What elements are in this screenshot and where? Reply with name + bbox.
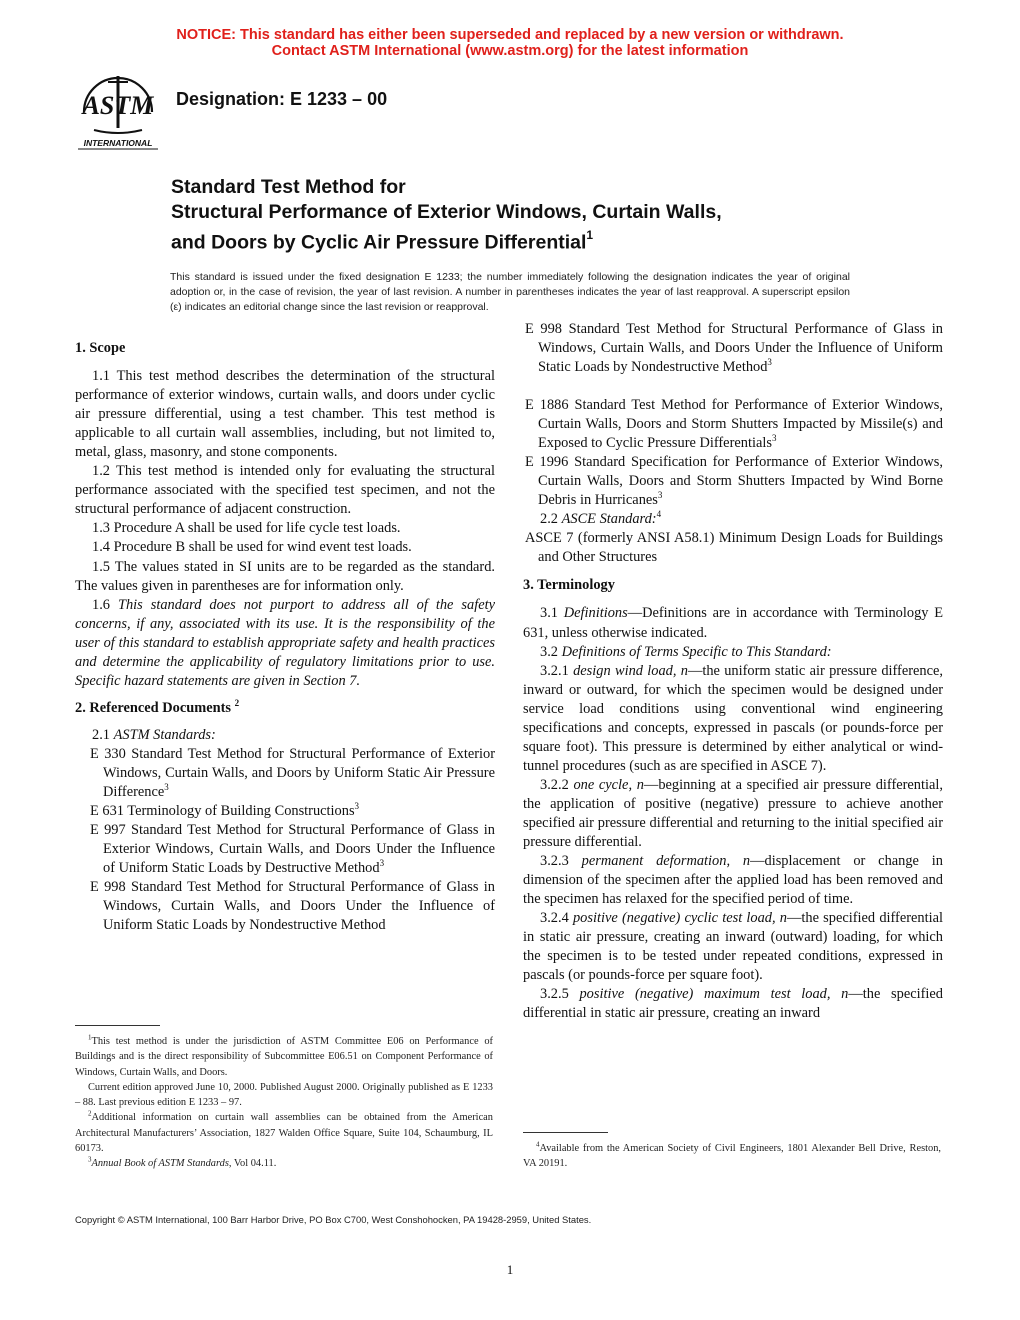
refdocs-heading-text: 2. Referenced Documents: [75, 699, 231, 716]
def-3-2-1-term: design wind load, n: [573, 662, 688, 679]
ref-e631-sup: 3: [354, 801, 360, 812]
page-number: 1: [506, 1262, 514, 1277]
def-3-2-4-number: 3.2.4: [540, 910, 573, 927]
issuance-note: This standard is issued under the fixed designation E 1233; the number immediately following the designation indicates the year of original adoption or, in the case of revision, the year of last revision. A number in parentheses indicates the year of last reapproval. A superscript epsilon (ε) indicates an editorial change since the last revision or reapproval.: [170, 271, 850, 314]
asce-standard-label: [523, 510, 943, 529]
scope-1-6-number: 1.6: [92, 596, 118, 613]
footnote-1-mark: 1: [88, 1033, 92, 1042]
def-3-2-number: 3.2: [540, 643, 562, 660]
def-3-2-5-term: positive (negative) maximum test load, n: [579, 986, 849, 1003]
def-3-2-2-number: 3.2.2: [540, 776, 574, 793]
ref-e998-sup: 3: [767, 357, 772, 368]
footnote-3-italic: Annual Book of ASTM Standards: [91, 1158, 229, 1170]
scope-1-1: 1.1 This test method describes the determination of the structural performance of exterior windows, curtain walls, and doors under cyclic air pressure differential, using a test chamber. This test method is applicable to all curtain wall assemblies, including, but not limited to, metal, glass, masonry, and stone components.: [75, 368, 495, 461]
def-3-2-5-number: 3.2.5: [540, 986, 580, 1003]
def-3-2-4-term: positive (negative) cyclic test load, n: [572, 910, 787, 927]
scope-1-2: 1.2 This test method is intended only for evaluating the structural performance associated with the specified test specimen, and not the structural performance of adjacent construction.: [75, 463, 495, 518]
def-3-2-3-text: —displacement or change in dimension of the specimen after the applied load has been removed and the specimen has relaxed for the specified period of time.: [523, 853, 943, 908]
ref-e1886-text: E 1886 Standard Test Method for Performance of Exterior Windows, Curtain Walls, Doors and Storm Shutters Impacted by Missile(s) and Exposed to Cyclic Pressure Differentials: [525, 397, 943, 452]
scope-heading: 1. Scope: [75, 340, 126, 356]
ref-e998-continued-text: [510, 320, 943, 377]
def-3-2-1-text: —the uniform static air pressure difference, inward or outward, for which the specimen would be designed under service load conditions using conventional wind engineering specifications and concepts, expressed in pascals (or pounds-force per square foot). This pressure is determined by either analytical or wind-tunnel procedures (such as are specified in ASCE 7).: [523, 662, 943, 774]
ref-e998-text: E 998 Standard Test Method for Structural Performance of Glass in Windows, Curtain Walls, and Doors Under the Influence of Uniform Static Loads by Nondestructive Method: [90, 879, 495, 934]
def-3-2-3-term: permanent deformation, n: [581, 853, 751, 870]
def-3-1-text: —Definitions are in accordance with Terminology E 631, unless otherwise indicated.: [523, 605, 943, 641]
ref-e998-continued: [523, 320, 943, 396]
ref-asce7: ASCE 7 (formerly ANSI A58.1) Minimum Design Loads for Buildings and Other Structures: [525, 530, 943, 566]
astm-standards-text: ASTM Standards:: [113, 726, 216, 743]
footnote-2-text: Additional information on curtain wall assemblies can be obtained from the American Architectural Manufacturers’ Association, 1827 Walden Office Square, Suite 104, Schaumburg, IL 60173.: [75, 1112, 493, 1155]
def-3-1-term: Definitions: [563, 605, 628, 622]
footnote-3-text: , Vol 04.11.: [228, 1158, 277, 1170]
document-title: [171, 175, 722, 256]
ref-e1886-sup: 3: [771, 433, 777, 444]
logo-mark-text: ASTM: [82, 91, 154, 120]
ref-e1886: [523, 396, 943, 453]
title-line-2: Structural Performance of Exterior Windows, Curtain Walls,: [171, 201, 722, 223]
def-3-1-number: 3.1: [540, 605, 564, 622]
footnote-4: [523, 1141, 941, 1172]
footnote-4-mark: 4: [536, 1140, 540, 1149]
scope-1-6-caveat: This standard does not purport to address all of the safety concerns, if any, associated with its use. It is the responsibility of the user of this standard to establish appropriate safety and health practices and determine the applicability of regulatory limitations prior to use. Specific hazard statements are given in Section 7.: [75, 596, 495, 689]
left-column: [75, 339, 495, 934]
footnote-2-mark: 2: [88, 1110, 92, 1119]
def-3-2-5: [523, 985, 943, 1023]
ref-e997-sup: 3: [379, 858, 385, 869]
def-3-2-2: [523, 776, 943, 852]
footnote-rule-right: [523, 1132, 608, 1133]
def-3-2-3: [523, 852, 943, 909]
def-3-2-term: Definitions of Terms Specific to This Standard:: [561, 643, 832, 660]
def-3-2-1-number: 3.2.1: [540, 662, 574, 679]
ref-e998-text-cont: E 998 Standard Test Method for Structural Performance of Glass in Windows, Curtain Walls, and Doors Under the Influence of Uniform Static Loads by Nondestructive Method: [525, 320, 943, 376]
footnotes-right: [523, 1141, 941, 1172]
footnotes-left: [75, 1034, 493, 1172]
notice-line-2: Contact ASTM International (www.astm.org) for the latest information: [271, 43, 749, 59]
withdrawal-notice: [0, 27, 1020, 59]
def-3-2-2-term: one cycle, n: [573, 776, 644, 793]
def-3-2-2-text: —beginning at a specified air pressure differential, the application of positive (negative) pressure to achieve another specified air pressure differential and returning to the initial specified air pressure differential.: [523, 776, 943, 851]
footnote-4-text: Available from the American Society of Civil Engineers, 1801 Alexander Bell Drive, Reston, VA 20191.: [523, 1143, 941, 1170]
copyright-line: Copyright © ASTM International, 100 Barr Harbor Drive, PO Box C700, West Conshohocken, PA 19428-2959, United States.: [75, 1214, 592, 1225]
ref-e330-text: E 330 Standard Test Method for Structural Performance of Exterior Windows, Curtain Walls, and Doors by Uniform Static Air Pressure Difference: [90, 745, 495, 801]
logo-sub-text: INTERNATIONAL: [83, 138, 153, 148]
notice-line-1: NOTICE: This standard has either been superseded and replaced by a new version or withdrawn.: [176, 27, 844, 43]
astm-standards-number: 2.1: [92, 726, 114, 743]
asce-standard-sup: 4: [656, 509, 662, 520]
ref-e631: [75, 802, 495, 821]
ref-e330: [75, 745, 495, 802]
footnote-2: [75, 1110, 493, 1156]
astm-logo-icon: [72, 72, 164, 152]
title-footnote-ref: 1: [586, 228, 594, 242]
title-line-3: and Doors by Cyclic Air Pressure Differential: [171, 231, 587, 254]
def-3-2-3-number: 3.2.3: [540, 853, 582, 870]
title-line-1: Standard Test Method for: [171, 176, 406, 198]
ref-e1996-text: E 1996 Standard Specification for Performance of Exterior Windows, Curtain Walls, Doors and Storm Shutters Impacted by Wind Borne Debris in Hurricanes: [525, 454, 943, 509]
refdocs-heading: [75, 699, 495, 718]
scope-1-4: 1.4 Procedure B shall be used for wind event test loads.: [92, 539, 412, 556]
ref-e997-text: E 997 Standard Test Method for Structural Performance of Glass in Exterior Windows, Curtain Walls, and Doors Under the Influence of Uniform Static Loads by Destructive Method: [90, 822, 495, 877]
scope-1-5: 1.5 The values stated in SI units are to be regarded as the standard. The values given in parentheses are for information only.: [75, 558, 495, 594]
asce-standard-number: 2.2: [540, 511, 562, 528]
ref-e631-text: E 631 Terminology of Building Constructions: [90, 803, 355, 820]
refdocs-heading-sup: 2: [234, 698, 240, 709]
footnote-1-edition: Current edition approved June 10, 2000. Published August 2000. Originally published as E 1233 – 88. Last previous edition E 1233 – 97.: [75, 1081, 493, 1109]
astm-standards-label: [75, 726, 495, 745]
def-3-2-4: [523, 909, 943, 985]
def-3-2-5-text: —the specified differential in static air pressure, creating an inward: [523, 986, 943, 1022]
ref-e997: [75, 821, 495, 878]
def-3-2-1: [523, 662, 943, 776]
def-3-1: [523, 604, 943, 642]
terminology-heading: 3. Terminology: [523, 577, 615, 594]
footnote-3: [75, 1156, 493, 1171]
footnote-3-mark: 3: [88, 1155, 92, 1164]
designation: Designation: E 1233 – 00: [176, 89, 388, 109]
scope-1-6: [75, 596, 495, 691]
def-3-2-4-text: —the specified differential in static air pressure, creating an inward (outward) loading, for which the specimen is to be tested under repeated conditions, expressed in pascals (or pounds-force per square foot).: [523, 910, 943, 984]
ref-e1996-sup: 3: [657, 490, 663, 501]
ref-e330-sup: 3: [164, 782, 169, 793]
footnote-1-text: This test method is under the jurisdiction of ASTM Committee E06 on Performance of Buildings and is the direct responsibility of Subcommittee E06.51 on Component Performance of Windows, Curtain Walls, and Doors.: [75, 1036, 493, 1078]
footnote-1: [75, 1034, 493, 1080]
ref-e1996: [523, 453, 943, 510]
asce-standard-text: ASCE Standard:: [561, 511, 657, 528]
footnote-rule-left: [75, 1025, 160, 1026]
def-3-2: [523, 643, 943, 662]
ref-e998-start: [75, 878, 495, 934]
scope-1-3: 1.3 Procedure A shall be used for life cycle test loads.: [92, 520, 401, 537]
right-column: [523, 320, 943, 1024]
